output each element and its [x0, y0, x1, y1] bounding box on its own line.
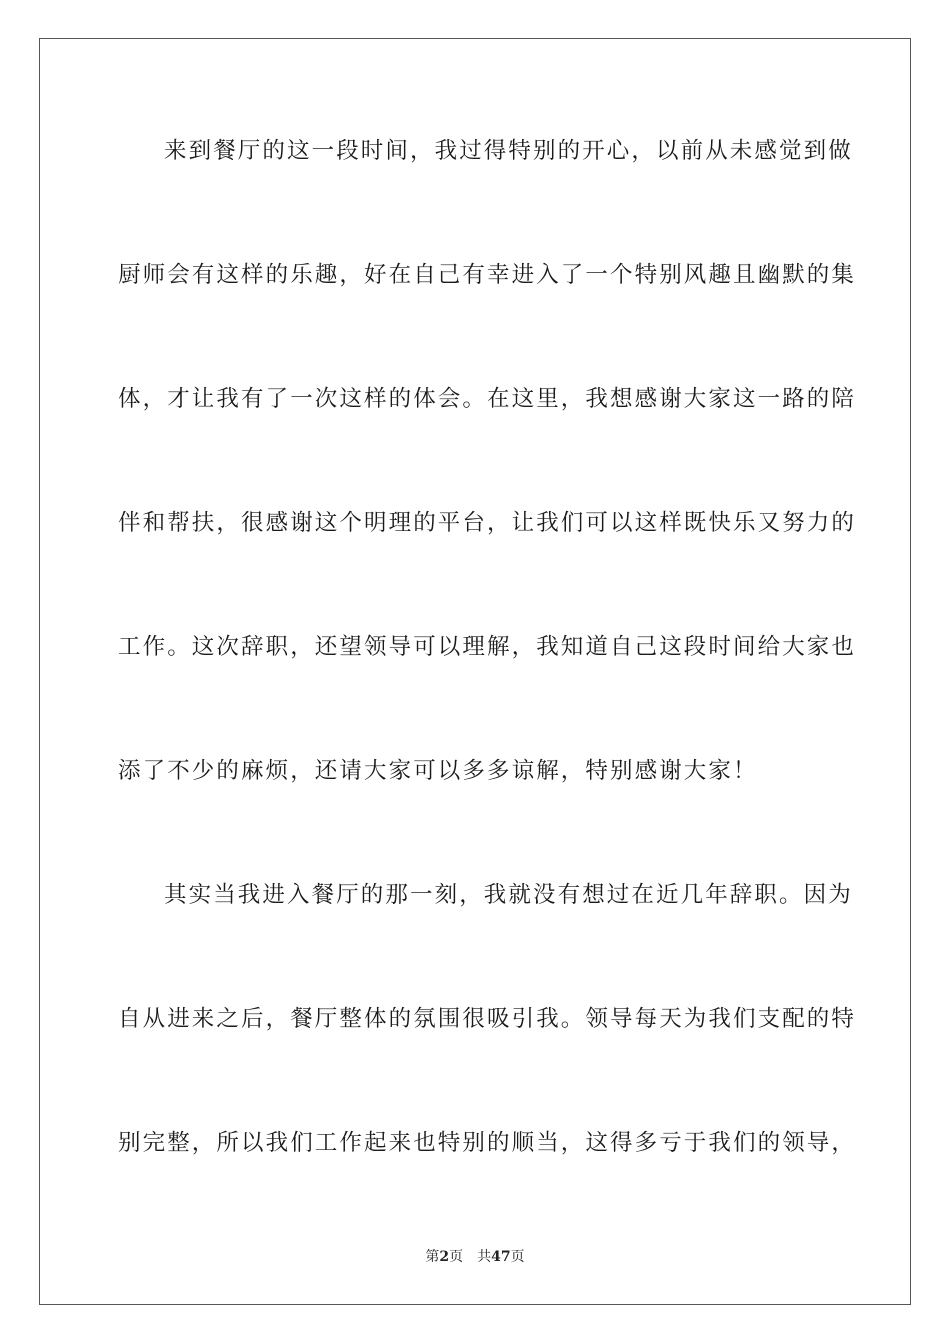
page-border — [39, 38, 911, 1305]
paragraph-2-line-2: 自从进来之后，餐厅整体的氛围很吸引我。领导每天为我们支配的特 — [118, 1006, 857, 1032]
paragraph-1-line-5: 工作。这次辞职，还望领导可以理解，我知道自己这段时间给大家也 — [118, 634, 857, 660]
total-pages: 47 — [491, 1249, 511, 1265]
total-suffix: 页 — [510, 1249, 525, 1265]
paragraph-1-line-4: 伴和帮扶，很感谢这个明理的平台，让我们可以这样既快乐又努力的 — [118, 510, 857, 536]
paragraph-1-line-1: 来到餐厅的这一段时间，我过得特别的开心，以前从未感觉到做 — [164, 138, 853, 164]
paragraph-1-line-2: 厨师会有这样的乐趣，好在自己有幸进入了一个特别风趣且幽默的集 — [118, 262, 857, 288]
page-footer — [0, 1247, 950, 1267]
page-number: 2 — [439, 1249, 450, 1265]
page-suffix: 页 — [449, 1249, 464, 1265]
paragraph-1-line-6: 添了不少的麻烦，还请大家可以多多谅解，特别感谢大家！ — [118, 758, 758, 784]
paragraph-2-line-1: 其实当我进入餐厅的那一刻，我就没有想过在近几年辞职。因为 — [164, 882, 853, 908]
paragraph-1-line-3: 体，才让我有了一次这样的体会。在这里，我想感谢大家这一路的陪 — [118, 386, 857, 412]
page-prefix: 第 — [425, 1249, 440, 1265]
total-prefix: 共 — [477, 1249, 492, 1265]
paragraph-2-line-3: 别完整，所以我们工作起来也特别的顺当，这得多亏于我们的领导， — [118, 1130, 857, 1156]
